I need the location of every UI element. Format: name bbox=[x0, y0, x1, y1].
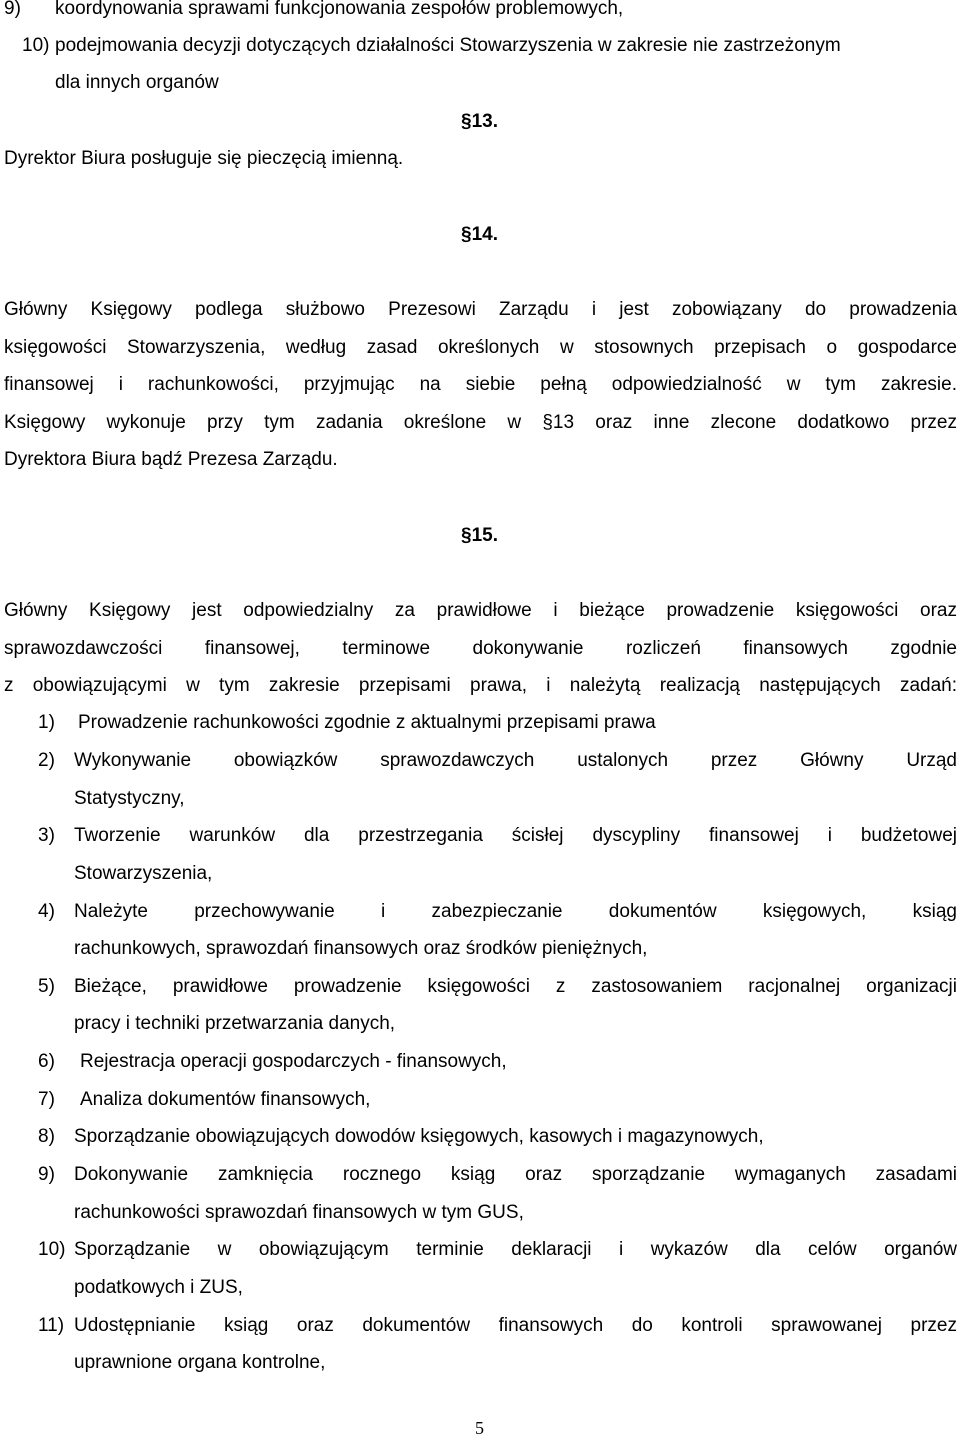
task-line: Sporządzanie w obowiązującym terminie deklaracji i wykazów dla celów organów bbox=[74, 1239, 957, 1260]
task-line: Sporządzanie obowiązujących dowodów księgowych, kasowych i magazynowych, bbox=[74, 1126, 764, 1147]
task-line: Bieżące, prawidłowe prowadzenie księgowości z zastosowaniem racjonalnej organizacji bbox=[74, 976, 957, 997]
task-number: 8) bbox=[38, 1126, 55, 1147]
task-number: 1) bbox=[38, 712, 55, 733]
section-14-line: księgowości Stowarzyszenia, według zasad określonych w stosownych przepisach o gospodarce bbox=[4, 337, 957, 358]
task-line: Udostępnianie ksiąg oraz dokumentów finansowych do kontroli sprawowanej przez bbox=[74, 1315, 957, 1336]
section-15-line: z obowiązującymi w tym zakresie przepisami prawa, i należytą realizacją następujących zadań: bbox=[4, 675, 957, 696]
task-line: Wykonywanie obowiązków sprawozdawczych ustalonych przez Główny Urząd bbox=[74, 750, 957, 771]
task-line: uprawnione organa kontrolne, bbox=[74, 1352, 326, 1373]
section-heading-15: §15. bbox=[461, 525, 498, 546]
section-15-line: sprawozdawczości finansowej, terminowe dokonywanie rozliczeń finansowych zgodnie bbox=[4, 638, 957, 659]
task-line: rachunkowości sprawozdań finansowych w tym GUS, bbox=[74, 1202, 524, 1223]
section-14-line: Dyrektora Biura bądź Prezesa Zarządu. bbox=[4, 449, 338, 470]
task-line: pracy i techniki przetwarzania danych, bbox=[74, 1013, 396, 1034]
list-item-continuation: dla innych organów bbox=[55, 72, 219, 93]
task-number: 10) bbox=[38, 1239, 66, 1260]
list-item-number: 9) bbox=[4, 0, 21, 19]
list-item-text: koordynowania sprawami funkcjonowania zespołów problemowych, bbox=[55, 0, 624, 19]
page-number: 5 bbox=[475, 1418, 484, 1438]
task-number: 2) bbox=[38, 750, 55, 771]
task-line: Rejestracja operacji gospodarczych - finansowych, bbox=[80, 1051, 507, 1072]
section-13-text: Dyrektor Biura posługuje się pieczęcią imienną. bbox=[4, 148, 404, 169]
task-number: 6) bbox=[38, 1051, 55, 1072]
task-number: 5) bbox=[38, 976, 55, 997]
list-item-text: podejmowania decyzji dotyczących działalności Stowarzyszenia w zakresie nie zastrzeżonym bbox=[55, 35, 841, 56]
section-heading-13: §13. bbox=[461, 111, 498, 132]
section-14-line: Główny Księgowy podlega służbowo Prezesowi Zarządu i jest zobowiązany do prowadzenia bbox=[4, 299, 957, 320]
list-item-number: 10) bbox=[22, 35, 50, 56]
task-number: 7) bbox=[38, 1089, 55, 1110]
task-number: 3) bbox=[38, 825, 55, 846]
task-line: rachunkowych, sprawozdań finansowych oraz środków pieniężnych, bbox=[74, 938, 648, 959]
section-heading-14: §14. bbox=[461, 224, 498, 245]
section-14-line: finansowej i rachunkowości, przyjmując na siebie pełną odpowiedzialność w tym zakresie. bbox=[4, 374, 957, 395]
task-line: Statystyczny, bbox=[74, 788, 185, 809]
task-line: Stowarzyszenia, bbox=[74, 863, 213, 884]
task-line: Należyte przechowywanie i zabezpieczanie dokumentów księgowych, ksiąg bbox=[74, 901, 957, 922]
task-number: 9) bbox=[38, 1164, 55, 1185]
task-line: podatkowych i ZUS, bbox=[74, 1277, 243, 1298]
section-15-line: Główny Księgowy jest odpowiedzialny za prawidłowe i bieżące prowadzenie księgowości oraz bbox=[4, 600, 957, 621]
task-line: Analiza dokumentów finansowych, bbox=[80, 1089, 371, 1110]
task-line: Tworzenie warunków dla przestrzegania ścisłej dyscypliny finansowej i budżetowej bbox=[74, 825, 957, 846]
task-line: Prowadzenie rachunkowości zgodnie z aktualnymi przepisami prawa bbox=[78, 712, 656, 733]
section-14-line: Księgowy wykonuje przy tym zadania określone w §13 oraz inne zlecone dodatkowo przez bbox=[4, 412, 957, 433]
task-line: Dokonywanie zamknięcia rocznego ksiąg oraz sporządzanie wymaganych zasadami bbox=[74, 1164, 957, 1185]
task-number: 11) bbox=[38, 1315, 65, 1336]
task-number: 4) bbox=[38, 901, 55, 922]
